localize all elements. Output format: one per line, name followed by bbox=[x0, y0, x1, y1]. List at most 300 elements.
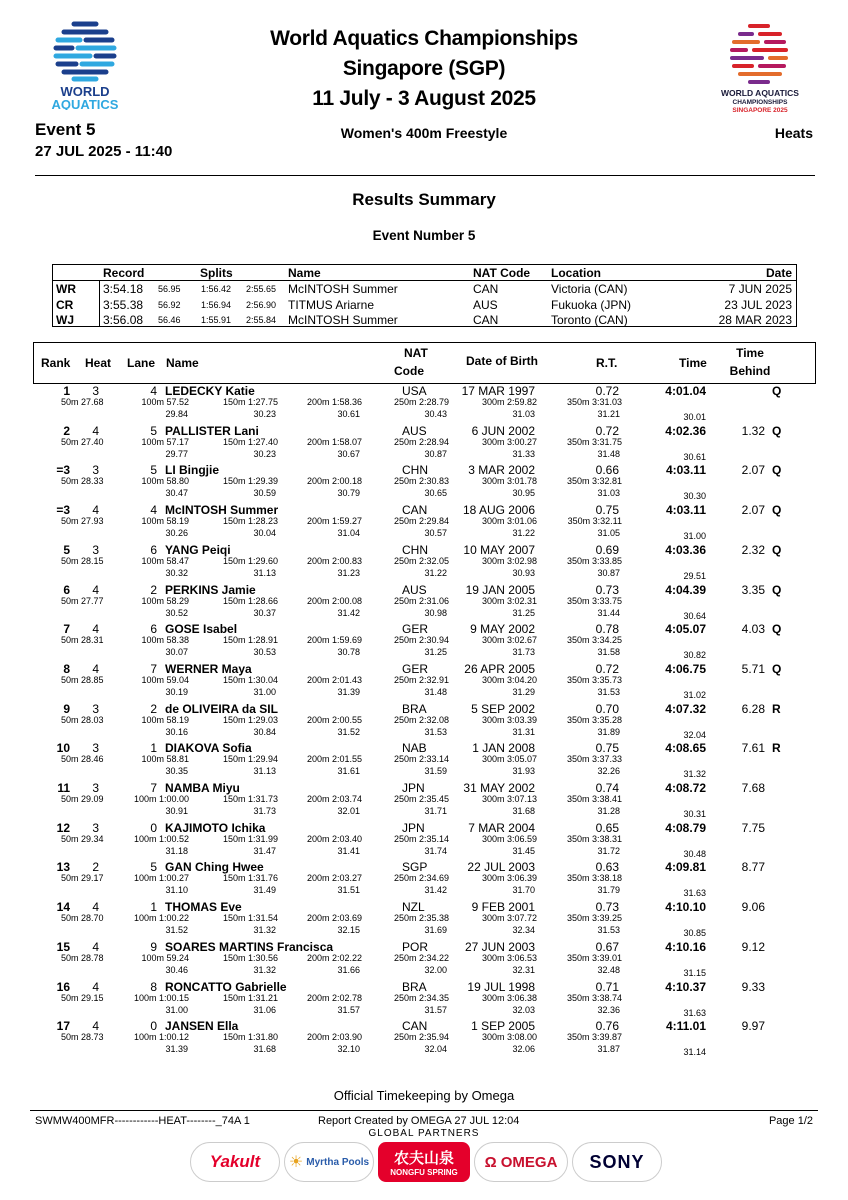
split-time: 350m 3:35.28 bbox=[566, 714, 622, 725]
split-time: 300m 3:06.39 bbox=[481, 873, 537, 884]
record-split-2: 1:56.42 bbox=[201, 284, 232, 294]
qualification-mark: Q bbox=[772, 661, 782, 676]
final-time: 4:11.01 bbox=[665, 1019, 706, 1034]
time-behind: 9.97 bbox=[741, 1019, 765, 1034]
split-time: 200m 1:59.69 bbox=[306, 635, 362, 646]
swimmer-name: RONCATTO Gabrielle bbox=[165, 979, 287, 994]
heat: 4 bbox=[92, 582, 99, 597]
record-time: 3:55.38 bbox=[103, 297, 144, 312]
record-row bbox=[53, 297, 796, 313]
lap-time: 30.61 bbox=[683, 451, 706, 462]
nat-code: USA bbox=[402, 384, 427, 398]
reaction-time: 0.65 bbox=[595, 820, 619, 835]
rank: 11 bbox=[57, 781, 70, 795]
reaction-time: 0.73 bbox=[595, 582, 619, 597]
date-of-birth: 19 JAN 2005 bbox=[465, 582, 535, 597]
lap-time: 32.04 bbox=[424, 1044, 447, 1055]
record-code: WJ bbox=[56, 313, 74, 327]
time-behind: 7.61 bbox=[741, 741, 765, 756]
nat-code: CHN bbox=[402, 463, 428, 478]
title-line-3: 11 July - 3 August 2025 bbox=[312, 87, 536, 110]
rank: =3 bbox=[56, 503, 70, 518]
rank: 16 bbox=[56, 979, 70, 994]
split-time: 50m 28.03 bbox=[61, 714, 104, 725]
lap-time: 32.06 bbox=[512, 1044, 535, 1055]
final-time: 4:08.79 bbox=[665, 820, 706, 835]
date-of-birth: 19 JUL 1998 bbox=[467, 979, 535, 994]
title-line-2: Singapore (SGP) bbox=[342, 57, 506, 80]
result-row bbox=[0, 622, 848, 662]
split-time: 150m 1:31.76 bbox=[222, 873, 278, 884]
lap-time: 31.52 bbox=[337, 726, 360, 737]
split-time: 250m 2:35.38 bbox=[393, 913, 449, 924]
record-row bbox=[53, 281, 796, 297]
heat: 4 bbox=[92, 939, 99, 954]
split-time: 100m 58.81 bbox=[141, 754, 189, 765]
lap-time: 31.48 bbox=[424, 686, 447, 697]
world-aquatics-logo-icon bbox=[30, 18, 140, 110]
result-row bbox=[0, 781, 848, 821]
split-time: 50m 28.70 bbox=[61, 913, 104, 924]
sponsor-nongfu-logo bbox=[378, 1142, 470, 1182]
lap-time: 30.04 bbox=[253, 528, 276, 539]
record-date: 28 MAR 2023 bbox=[718, 313, 792, 327]
nat-code: GER bbox=[402, 622, 429, 637]
nat-code: AUS bbox=[402, 582, 427, 597]
split-time: 200m 2:01.43 bbox=[306, 674, 362, 685]
heat: 4 bbox=[92, 423, 99, 438]
sponsor-nongfu-english: NONGFU SPRING bbox=[390, 1168, 458, 1177]
sponsor-nongfu-chinese: 农夫山泉 bbox=[393, 1149, 454, 1167]
split-time: 250m 2:30.94 bbox=[393, 635, 449, 646]
lane: 5 bbox=[150, 423, 157, 438]
sponsor-sony-logo: SONY bbox=[572, 1142, 662, 1182]
split-time: 350m 3:38.18 bbox=[566, 873, 622, 884]
lane: 7 bbox=[150, 781, 157, 795]
date-of-birth: 9 FEB 2001 bbox=[471, 900, 535, 915]
lap-time: 31.41 bbox=[337, 845, 360, 856]
lap-time: 30.07 bbox=[165, 647, 188, 658]
split-time: 300m 3:08.00 bbox=[481, 1032, 537, 1043]
qualification-mark: R bbox=[772, 701, 781, 716]
final-time: 4:07.32 bbox=[665, 701, 706, 716]
split-time: 300m 3:01.78 bbox=[481, 476, 537, 487]
split-time: 100m 58.47 bbox=[141, 555, 189, 566]
lap-time: 31.51 bbox=[337, 885, 360, 896]
split-time: 200m 2:03.90 bbox=[306, 1032, 362, 1043]
record-split-3: 2:56.90 bbox=[246, 299, 277, 310]
page-number: Page 1/2 bbox=[768, 1115, 813, 1127]
lane: 2 bbox=[150, 582, 157, 597]
lap-time: 30.65 bbox=[424, 488, 447, 499]
split-time: 300m 3:06.53 bbox=[481, 952, 537, 963]
lap-time: 32.04 bbox=[683, 729, 706, 740]
split-time: 250m 2:32.05 bbox=[393, 555, 449, 566]
lap-time: 31.57 bbox=[424, 1004, 447, 1015]
rank: 17 bbox=[56, 1019, 70, 1034]
qualification-mark: R bbox=[772, 741, 781, 756]
lap-time: 31.25 bbox=[424, 647, 447, 658]
result-row bbox=[0, 1019, 848, 1059]
sun-icon: ☀ bbox=[288, 1154, 304, 1171]
split-time: 250m 2:30.83 bbox=[393, 476, 449, 487]
split-time: 300m 3:03.39 bbox=[481, 714, 537, 725]
split-time: 50m 27.93 bbox=[61, 516, 104, 527]
record-split-1: 56.92 bbox=[158, 299, 181, 310]
time-behind: 1.32 bbox=[741, 423, 765, 438]
split-time: 50m 28.85 bbox=[61, 674, 104, 685]
lap-time: 31.32 bbox=[683, 769, 706, 780]
heat: 4 bbox=[92, 503, 99, 518]
header-nat: NAT bbox=[404, 346, 428, 360]
lap-time: 31.53 bbox=[424, 726, 447, 737]
lane: 0 bbox=[150, 1019, 157, 1034]
final-time: 4:08.65 bbox=[665, 741, 706, 756]
final-time: 4:02.36 bbox=[665, 423, 706, 438]
reaction-time: 0.63 bbox=[595, 860, 619, 875]
lap-time: 31.22 bbox=[424, 567, 447, 578]
split-time: 200m 2:03.69 bbox=[306, 913, 362, 924]
lap-time: 31.44 bbox=[597, 607, 620, 618]
heat: 3 bbox=[92, 384, 99, 398]
swimmer-name: SOARES MARTINS Francisca bbox=[165, 939, 334, 954]
date-of-birth: 10 MAY 2007 bbox=[463, 542, 535, 557]
lap-time: 30.78 bbox=[337, 647, 360, 658]
split-time: 350m 3:31.75 bbox=[566, 436, 622, 447]
split-time: 100m 1:00.15 bbox=[133, 992, 189, 1003]
lap-time: 30.61 bbox=[337, 409, 360, 419]
nat-code: CHN bbox=[402, 542, 428, 557]
split-time: 150m 1:28.23 bbox=[222, 516, 278, 527]
split-time: 100m 58.38 bbox=[141, 635, 189, 646]
footer-divider bbox=[30, 1110, 818, 1111]
result-row bbox=[0, 821, 848, 861]
lap-time: 31.68 bbox=[253, 1044, 276, 1055]
split-time: 50m 29.15 bbox=[61, 992, 104, 1003]
records-header-splits: Splits bbox=[200, 266, 233, 280]
time-behind: 7.75 bbox=[741, 820, 765, 835]
swimmer-name: YANG Peiqi bbox=[165, 542, 231, 557]
record-split-3: 2:55.65 bbox=[246, 284, 277, 294]
split-time: 300m 3:07.13 bbox=[481, 794, 537, 804]
record-code: CR bbox=[56, 297, 74, 312]
final-time: 4:10.37 bbox=[665, 979, 706, 994]
split-time: 50m 27.40 bbox=[61, 436, 104, 447]
split-time: 100m 58.19 bbox=[141, 516, 189, 527]
result-row bbox=[0, 583, 848, 623]
reaction-time: 0.74 bbox=[595, 781, 619, 795]
split-time: 350m 3:32.11 bbox=[567, 516, 622, 527]
lap-time: 31.03 bbox=[512, 409, 535, 419]
heat: 4 bbox=[92, 900, 99, 915]
rank: 6 bbox=[63, 582, 70, 597]
date-of-birth: 5 SEP 2002 bbox=[471, 701, 535, 716]
lap-time: 31.13 bbox=[253, 766, 276, 777]
lap-time: 31.32 bbox=[253, 964, 276, 975]
lane: 1 bbox=[150, 900, 157, 915]
qualification-mark: Q bbox=[772, 542, 782, 557]
split-time: 250m 2:34.69 bbox=[393, 873, 449, 884]
lap-time: 32.48 bbox=[597, 964, 620, 975]
rank: 7 bbox=[63, 622, 70, 637]
header-nat-code: Code bbox=[394, 364, 424, 378]
lap-time: 31.63 bbox=[683, 888, 706, 899]
lap-time: 30.85 bbox=[683, 928, 706, 939]
split-time: 150m 1:31.73 bbox=[222, 794, 278, 804]
reaction-time: 0.70 bbox=[595, 701, 619, 716]
time-behind: 2.32 bbox=[741, 542, 765, 557]
lap-time: 30.01 bbox=[683, 412, 706, 422]
split-time: 300m 3:00.27 bbox=[481, 436, 537, 447]
result-row bbox=[0, 503, 848, 543]
nat-code: SGP bbox=[402, 860, 428, 875]
lap-time: 30.84 bbox=[253, 726, 276, 737]
result-row bbox=[0, 662, 848, 702]
lap-time: 31.04 bbox=[337, 528, 360, 539]
lap-time: 31.74 bbox=[424, 845, 447, 856]
lap-time: 30.82 bbox=[683, 650, 706, 661]
lap-time: 31.48 bbox=[597, 448, 620, 459]
lap-time: 30.26 bbox=[165, 528, 188, 539]
lane: 9 bbox=[150, 939, 157, 954]
lap-time: 30.67 bbox=[337, 448, 360, 459]
lap-time: 30.52 bbox=[165, 607, 188, 618]
lap-time: 31.42 bbox=[337, 607, 360, 618]
split-time: 150m 1:28.66 bbox=[222, 595, 278, 606]
final-time: 4:06.75 bbox=[665, 661, 706, 676]
date-of-birth: 26 APR 2005 bbox=[464, 661, 535, 676]
split-time: 300m 2:59.82 bbox=[481, 397, 537, 407]
report-created: Report Created by OMEGA 27 JUL 12:04 bbox=[318, 1115, 520, 1127]
qualification-mark: Q bbox=[772, 622, 782, 637]
heat: 3 bbox=[92, 542, 99, 557]
final-time: 4:08.72 bbox=[665, 781, 706, 795]
lap-time: 31.79 bbox=[597, 885, 620, 896]
lap-time: 30.46 bbox=[165, 964, 188, 975]
lap-time: 30.37 bbox=[253, 607, 276, 618]
sponsor-yakult-logo: Yakult bbox=[190, 1142, 280, 1182]
result-row bbox=[0, 741, 848, 781]
swimmer-name: NAMBA Miyu bbox=[165, 781, 240, 795]
lap-time: 31.70 bbox=[512, 885, 535, 896]
swimmer-name: LEDECKY Katie bbox=[165, 384, 255, 398]
heat: 3 bbox=[92, 463, 99, 478]
lane: 4 bbox=[150, 384, 157, 398]
reaction-time: 0.67 bbox=[595, 939, 619, 954]
timekeeping-note: Official Timekeeping by Omega bbox=[333, 1088, 515, 1103]
lap-time: 31.58 bbox=[597, 647, 620, 658]
champ-logo-line-3: SINGAPORE 2025 bbox=[732, 107, 788, 113]
world-aquatics-logo bbox=[30, 18, 140, 110]
record-name: TITMUS Ariarne bbox=[288, 297, 375, 312]
lap-time: 31.73 bbox=[512, 647, 535, 658]
champ-logo-line-1: WORLD AQUATICS bbox=[721, 88, 799, 98]
qualification-mark: Q bbox=[772, 384, 782, 398]
records-header-date: Date bbox=[765, 266, 792, 280]
date-of-birth: 7 MAR 2004 bbox=[468, 820, 535, 835]
split-time: 50m 29.09 bbox=[61, 794, 104, 804]
result-row bbox=[0, 702, 848, 742]
final-time: 4:01.04 bbox=[665, 384, 706, 398]
final-time: 4:03.36 bbox=[665, 542, 706, 557]
lap-time: 30.59 bbox=[253, 488, 276, 499]
nat-code: AUS bbox=[402, 423, 427, 438]
lap-time: 31.18 bbox=[165, 845, 188, 856]
champ-logo-line-2: CHAMPIONSHIPS bbox=[732, 99, 788, 106]
result-row bbox=[0, 543, 848, 583]
rank: 9 bbox=[63, 701, 70, 716]
heat: 4 bbox=[92, 661, 99, 676]
swimmer-name: WERNER Maya bbox=[165, 661, 252, 676]
split-time: 250m 2:32.08 bbox=[393, 714, 449, 725]
header-divider bbox=[35, 175, 815, 176]
partners-title: GLOBAL PARTNERS bbox=[368, 1128, 480, 1139]
championships-logo bbox=[700, 18, 820, 113]
time-behind: 8.77 bbox=[741, 860, 765, 875]
split-time: 150m 1:30.56 bbox=[222, 952, 278, 963]
split-time: 350m 3:38.31 bbox=[566, 833, 622, 844]
lane: 6 bbox=[150, 622, 157, 637]
split-time: 250m 2:28.94 bbox=[393, 436, 449, 447]
split-time: 150m 1:31.99 bbox=[222, 833, 278, 844]
lap-time: 31.03 bbox=[597, 488, 620, 499]
lap-time: 32.26 bbox=[597, 766, 620, 777]
lap-time: 30.19 bbox=[165, 686, 188, 697]
split-time: 100m 57.52 bbox=[141, 397, 189, 407]
lap-time: 30.23 bbox=[253, 448, 276, 459]
lap-time: 31.61 bbox=[337, 766, 360, 777]
event-number: Event 5 bbox=[35, 120, 96, 139]
reaction-time: 0.75 bbox=[595, 741, 619, 756]
rank: 13 bbox=[56, 860, 70, 875]
split-time: 200m 1:58.36 bbox=[306, 397, 362, 407]
lap-time: 31.28 bbox=[597, 806, 620, 816]
lap-time: 31.87 bbox=[597, 1044, 620, 1055]
lap-time: 30.87 bbox=[424, 448, 447, 459]
sponsor-myrtha-text: Myrtha Pools bbox=[306, 1156, 370, 1168]
lap-time: 31.39 bbox=[337, 686, 360, 697]
split-time: 350m 3:39.87 bbox=[566, 1032, 622, 1043]
record-time: 3:54.18 bbox=[103, 282, 144, 296]
split-time: 200m 1:59.27 bbox=[306, 516, 362, 527]
reaction-time: 0.71 bbox=[595, 979, 619, 994]
lap-time: 31.47 bbox=[253, 845, 276, 856]
nat-code: BRA bbox=[402, 979, 427, 994]
heat: 2 bbox=[92, 860, 99, 875]
split-time: 350m 3:35.73 bbox=[566, 674, 622, 685]
lap-time: 31.42 bbox=[424, 885, 447, 896]
lap-time: 31.13 bbox=[253, 567, 276, 578]
lap-time: 31.14 bbox=[683, 1047, 706, 1058]
lap-time: 31.10 bbox=[165, 885, 188, 896]
split-time: 350m 3:37.33 bbox=[566, 754, 622, 765]
result-row bbox=[0, 980, 848, 1020]
record-nat: CAN bbox=[473, 282, 499, 296]
lap-time: 31.05 bbox=[597, 528, 620, 539]
lap-time: 32.01 bbox=[337, 806, 360, 816]
records-header-record: Record bbox=[103, 266, 145, 280]
record-split-3: 2:55.84 bbox=[246, 315, 277, 325]
split-time: 250m 2:34.35 bbox=[393, 992, 449, 1003]
date-of-birth: 17 MAR 1997 bbox=[461, 384, 535, 398]
split-time: 250m 2:33.14 bbox=[393, 754, 449, 765]
lap-time: 30.48 bbox=[683, 848, 706, 859]
reaction-time: 0.72 bbox=[595, 423, 619, 438]
lane: 0 bbox=[150, 820, 157, 835]
lap-time: 30.30 bbox=[683, 491, 706, 502]
result-row bbox=[0, 940, 848, 980]
record-nat: AUS bbox=[473, 297, 498, 312]
lap-time: 30.23 bbox=[253, 409, 276, 419]
reaction-time: 0.69 bbox=[595, 542, 619, 557]
records-header-row bbox=[53, 265, 796, 281]
split-time: 300m 3:02.31 bbox=[481, 595, 537, 606]
result-row bbox=[0, 860, 848, 900]
split-time: 150m 1:30.04 bbox=[222, 674, 278, 685]
split-time: 150m 1:31.80 bbox=[222, 1032, 278, 1043]
lap-time: 30.93 bbox=[512, 567, 535, 578]
lap-time: 31.68 bbox=[512, 806, 535, 816]
lap-time: 31.53 bbox=[597, 686, 620, 697]
heat: 3 bbox=[92, 701, 99, 716]
date-of-birth: 1 JAN 2008 bbox=[472, 741, 535, 756]
split-time: 50m 28.33 bbox=[61, 476, 104, 487]
sponsor-myrtha-logo bbox=[284, 1142, 374, 1182]
date-of-birth: 22 JUL 2003 bbox=[467, 860, 535, 875]
lap-time: 31.73 bbox=[253, 806, 276, 816]
heat: 3 bbox=[92, 741, 99, 756]
split-time: 50m 28.73 bbox=[61, 1032, 104, 1043]
header-time: Time bbox=[679, 356, 707, 370]
lap-time: 32.36 bbox=[597, 1004, 620, 1015]
time-behind: 9.33 bbox=[741, 979, 765, 994]
lap-time: 30.95 bbox=[512, 488, 535, 499]
split-time: 250m 2:35.45 bbox=[393, 794, 449, 804]
split-time: 200m 2:02.22 bbox=[306, 952, 362, 963]
lap-time: 30.64 bbox=[683, 610, 706, 621]
header-behind-1: Time bbox=[736, 346, 764, 360]
heat: 3 bbox=[92, 820, 99, 835]
lap-time: 30.57 bbox=[424, 528, 447, 539]
nat-code: POR bbox=[402, 939, 429, 954]
time-behind: 9.12 bbox=[741, 939, 765, 954]
record-location: Fukuoka (JPN) bbox=[551, 297, 632, 312]
time-behind: 5.71 bbox=[741, 661, 765, 676]
lap-time: 31.31 bbox=[512, 726, 535, 737]
split-time: 250m 2:35.94 bbox=[393, 1032, 449, 1043]
split-time: 250m 2:31.06 bbox=[393, 595, 449, 606]
rank: 12 bbox=[56, 820, 70, 835]
swimmer-name: GOSE Isabel bbox=[165, 622, 238, 637]
nat-code: JPN bbox=[402, 820, 425, 835]
reaction-time: 0.75 bbox=[595, 503, 619, 518]
split-time: 100m 58.80 bbox=[141, 476, 189, 487]
split-time: 250m 2:28.79 bbox=[393, 397, 449, 407]
reaction-time: 0.66 bbox=[595, 463, 619, 478]
lap-time: 31.23 bbox=[337, 567, 360, 578]
logo-word-2: AQUATICS bbox=[51, 97, 119, 110]
date-of-birth: 9 MAY 2002 bbox=[470, 622, 535, 637]
split-time: 300m 3:05.07 bbox=[481, 754, 537, 765]
record-name: McINTOSH Summer bbox=[288, 313, 398, 327]
nat-code: NZL bbox=[402, 900, 425, 915]
record-nat: CAN bbox=[473, 313, 499, 327]
final-time: 4:05.07 bbox=[665, 622, 706, 637]
lap-time: 30.32 bbox=[165, 567, 188, 578]
lap-time: 31.57 bbox=[337, 1004, 360, 1015]
split-time: 200m 2:00.83 bbox=[306, 555, 362, 566]
split-time: 350m 3:38.74 bbox=[566, 992, 622, 1003]
